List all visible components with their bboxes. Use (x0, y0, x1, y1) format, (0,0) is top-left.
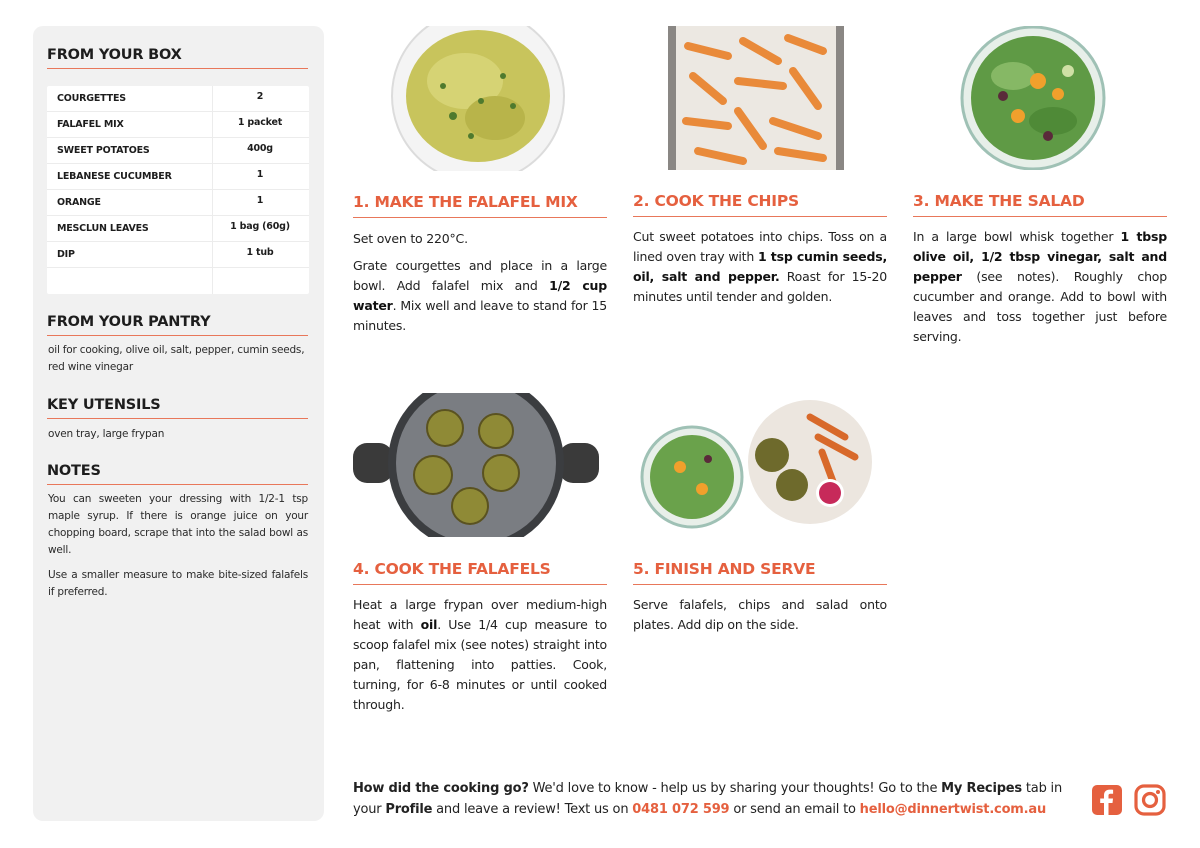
ingredient-name: ORANGE (57, 197, 101, 208)
note-paragraph: You can sweeten your dressing with 1/2-1 tsp maple syrup. If there is orange juice on your chopping board, scrape that into the salad bowl as well. (48, 493, 308, 556)
ingredient-quantity: 1 packet (237, 117, 283, 128)
pantry-list: oil for cooking, olive oil, salt, pepper, cumin seeds, red wine vinegar (48, 344, 305, 373)
ingredient-name: FALAFEL MIX (57, 119, 124, 130)
ingredient-quantity: 2 (256, 91, 264, 102)
step-1-body (353, 229, 607, 343)
from-your-box-heading: FROM YOUR BOX (47, 47, 308, 69)
step-paragraph: In a large bowl whisk together 1 tbsp olive oil, 1/2 tbsp vinegar, salt and pepper (see notes). Roughly chop cucumber and orange. Add to bowl with leaves and toss together just before serving. (913, 229, 1167, 344)
step-paragraph: Heat a large frypan over medium-high heat with oil. Use 1/4 cup measure to scoop falafel mix (see notes) straight into pan, flattening into patties. Cook, turning, for 6-8 minutes or until cooked through. (353, 597, 607, 712)
table-row (47, 242, 309, 268)
falafels-in-frypan-photo-icon (353, 393, 599, 537)
step-2-body (633, 227, 887, 314)
table-row (47, 164, 309, 190)
falafel-mix-bowl-photo-icon (383, 26, 573, 171)
step-paragraph: Grate courgettes and place in a large bowl. Add falafel mix and 1/2 cup water. Mix well and leave to stand for 15 minutes. (353, 258, 607, 333)
ingredient-quantity: 1 (256, 169, 264, 180)
table-row (47, 190, 309, 216)
ingredient-name: SWEET POTATOES (57, 145, 150, 156)
facebook-icon[interactable] (1091, 784, 1123, 816)
step-paragraph: Serve falafels, chips and salad onto plates. Add dip on the side. (633, 597, 887, 632)
notes-heading: NOTES (47, 463, 308, 485)
table-row (47, 216, 309, 242)
ingredient-name: COURGETTES (57, 93, 126, 104)
from-your-pantry-heading: FROM YOUR PANTRY (47, 314, 308, 336)
ingredient-quantity: 1 tub (246, 247, 274, 258)
sidebar-panel (33, 26, 324, 821)
table-row (47, 86, 309, 112)
sweet-potato-chips-tray-photo-icon (668, 26, 844, 170)
ingredients-table (47, 86, 309, 294)
step-2-title: 2. COOK THE CHIPS (633, 192, 887, 217)
step-paragraph: Set oven to 220°C. (353, 231, 468, 246)
email-link[interactable]: hello@dinnertwist.com.au (859, 802, 1047, 817)
step-1-title: 1. MAKE THE FALAFEL MIX (353, 193, 607, 218)
ingredient-quantity: 1 (256, 195, 264, 206)
step-5-title: 5. FINISH AND SERVE (633, 560, 887, 585)
table-row (47, 138, 309, 164)
ingredient-quantity: 1 bag (60g) (230, 221, 290, 232)
instagram-icon[interactable] (1134, 784, 1166, 816)
ingredient-name: DIP (57, 249, 75, 260)
salad-bowl-photo-icon (958, 26, 1108, 170)
ingredient-name: LEBANESE CUCUMBER (57, 171, 172, 182)
step-4-title: 4. COOK THE FALAFELS (353, 560, 607, 585)
note-paragraph: Use a smaller measure to make bite-sized falafels if preferred. (48, 569, 308, 598)
step-5-body (633, 595, 887, 642)
step-4-body (353, 595, 607, 722)
step-paragraph: Cut sweet potatoes into chips. Toss on a lined oven tray with 1 tsp cumin seeds, oil, salt and pepper. Roast for 15-20 minutes until tender and golden. (633, 229, 887, 304)
feedback-footer: How did the cooking go? We'd love to know - help us by sharing your thoughts! Go to the My Recipes tab in your Profile and leave a review! Text us on 0481 072 599 or send an email to hello@dinnertwist.com.au (353, 781, 1062, 817)
phone-link[interactable]: 0481 072 599 (632, 802, 730, 817)
step-3-title: 3. MAKE THE SALAD (913, 192, 1167, 217)
utensils-list: oven tray, large frypan (48, 428, 165, 440)
ingredient-name: MESCLUN LEAVES (57, 223, 149, 234)
plated-falafels-chips-salad-photo-icon (640, 397, 874, 531)
table-row (47, 112, 309, 138)
key-utensils-heading: KEY UTENSILS (47, 397, 308, 419)
step-3-body (913, 227, 1167, 354)
ingredient-quantity: 400g (247, 143, 273, 154)
